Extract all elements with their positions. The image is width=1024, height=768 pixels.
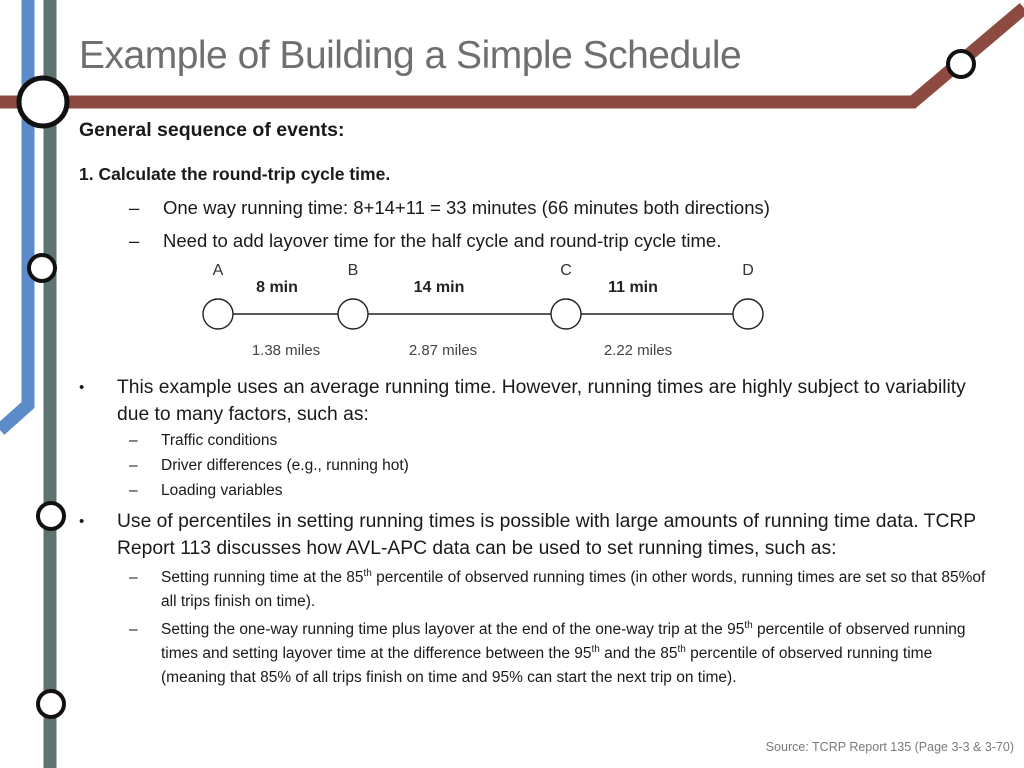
sub-item-text: Traffic conditions xyxy=(161,432,278,449)
route-station-icon xyxy=(948,51,974,77)
segment-time-label: 11 min xyxy=(608,279,658,296)
route-station-icon xyxy=(38,503,64,529)
sub-item-text: Driver differences (e.g., running hot) xyxy=(161,457,409,474)
step-item-text: One way running time: 8+14+11 = 33 minutes (66 minutes both directions) xyxy=(163,197,770,218)
stop-label-d: D xyxy=(742,262,754,279)
sub-item-text: Setting the one-way running time plus layover at the end of the one-way trip at the 95th percentile of observed running times and setting layover time at the difference between the 95th and the 85th percentile of observed running time (meaning that 85% of all trips finish on time and 95% can start the next trip on time). xyxy=(161,619,966,686)
bullet-item xyxy=(79,508,989,562)
segment-distance-label: 2.22 miles xyxy=(603,342,673,359)
route-station-icon xyxy=(38,691,64,717)
step-item xyxy=(129,230,721,252)
stop-a-node xyxy=(203,299,233,329)
dash-marker: – xyxy=(129,230,140,251)
dash-marker: – xyxy=(129,569,138,586)
segment-time-label: 14 min xyxy=(413,279,465,296)
sub-item-text: Loading variables xyxy=(161,482,283,499)
sub-item xyxy=(129,479,989,503)
segment-time-label: 8 min xyxy=(256,279,298,296)
bullet-marker: • xyxy=(79,513,85,530)
route-diagram xyxy=(190,255,790,365)
segment-distance-label: 1.38 miles xyxy=(251,342,321,359)
slide-title: Example of Building a Simple Schedule xyxy=(79,34,742,77)
section-heading: General sequence of events: xyxy=(79,119,345,141)
stop-label-a: A xyxy=(212,262,224,279)
stop-label-c: C xyxy=(560,262,572,279)
stop-d-node xyxy=(733,299,763,329)
dash-marker: – xyxy=(129,432,138,449)
sub-item xyxy=(129,429,989,453)
segment-distance-label: 2.87 miles xyxy=(408,342,478,359)
stop-label-b: B xyxy=(347,262,359,279)
step-title: 1. Calculate the round-trip cycle time. xyxy=(79,164,391,184)
bullet-text: Use of percentiles in setting running times is possible with large amounts of running time data. TCRP Report 113 discusses how AVL-APC data can be used to set running times, such as: xyxy=(117,511,976,559)
blue-route-line xyxy=(0,0,28,430)
dash-marker: – xyxy=(129,457,138,474)
source-citation: Source: TCRP Report 135 (Page 3-3 & 3-70) xyxy=(765,740,1014,754)
sub-item-text: Setting running time at the 85th percentile of observed running times (in other words, running times are set so that 85%of all trips finish on time). xyxy=(161,567,986,610)
sub-item xyxy=(129,566,989,614)
dash-marker: – xyxy=(129,621,138,638)
step-item xyxy=(129,197,770,219)
step-item-text: Need to add layover time for the half cycle and round-trip cycle time. xyxy=(163,230,722,251)
bullet-text: This example uses an average running time. However, running times are highly subject to variability due to many factors, such as: xyxy=(117,377,966,425)
sub-item xyxy=(129,454,989,478)
bullet-marker: • xyxy=(79,379,85,396)
stop-c-node xyxy=(551,299,581,329)
dash-marker: – xyxy=(129,482,138,499)
dash-marker: – xyxy=(129,197,140,218)
stop-b-node xyxy=(338,299,368,329)
route-station-large-icon xyxy=(19,78,67,126)
bullet-item xyxy=(79,374,989,428)
sub-item xyxy=(129,618,989,690)
route-station-icon xyxy=(29,255,55,281)
